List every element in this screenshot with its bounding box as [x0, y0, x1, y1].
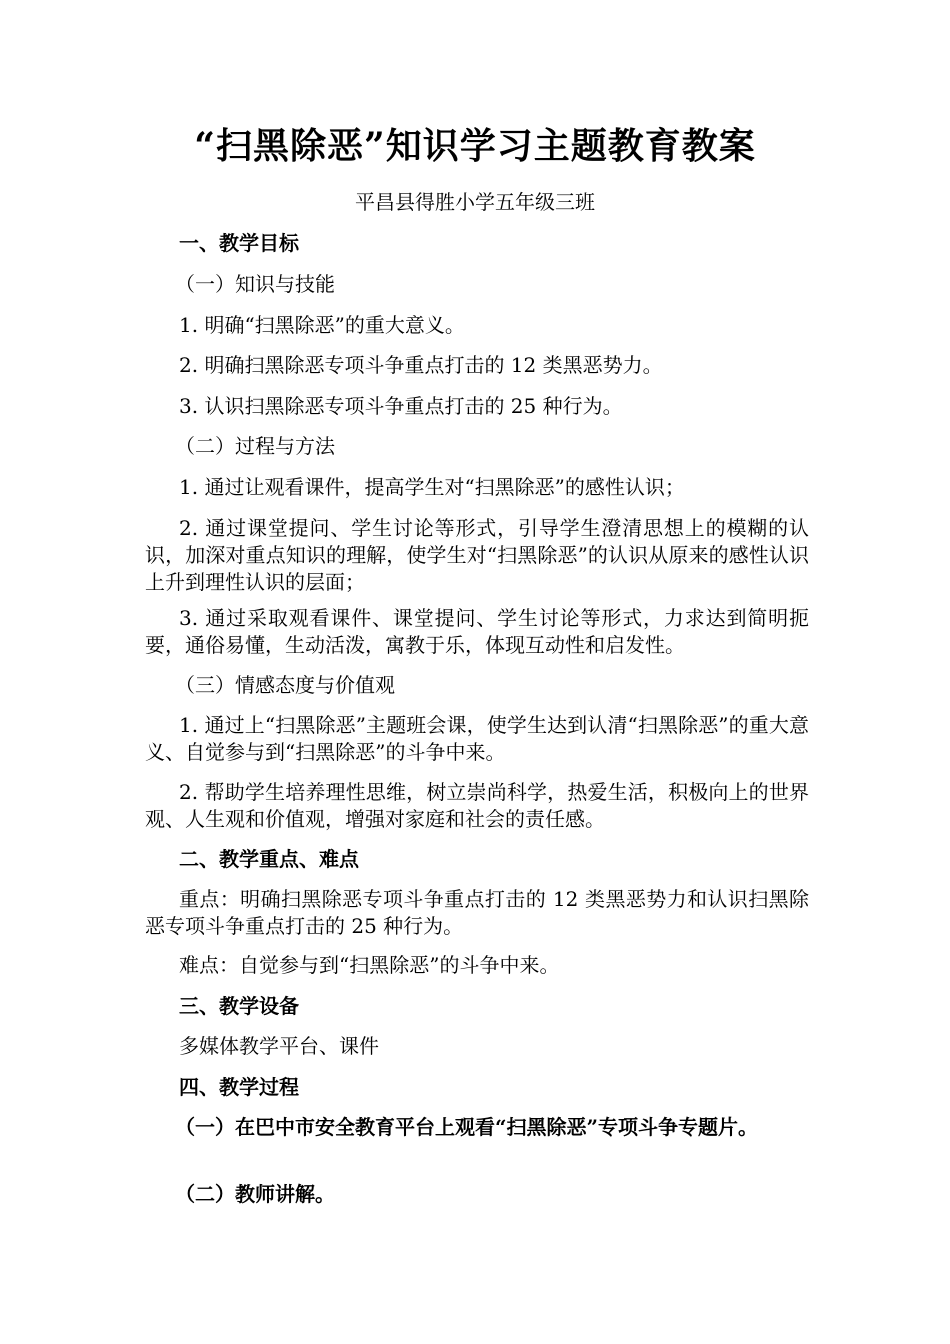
document-title: “扫黑除恶”知识学习主题教育教案 — [194, 125, 756, 167]
objective-item: 1. 通过上“扫黑除恶”主题班会课，使学生达到认清“扫黑除恶”的重大意义、自觉参与到“扫黑除恶”的斗争中来。 — [145, 713, 809, 764]
objective-item: 2. 明确扫黑除恶专项斗争重点打击的 12 类黑恶势力。 — [179, 353, 663, 377]
process-step: （一）在巴中市安全教育平台上观看“扫黑除恶”专项斗争专题片。 — [175, 1115, 759, 1139]
process-step: （二）教师讲解。 — [175, 1182, 335, 1206]
subsection-heading-attitude: （三）情感态度与价值观 — [175, 673, 395, 697]
objective-item: 2. 帮助学生培养理性思维，树立崇尚科学，热爱生活，积极向上的世界观、人生观和价值观，增强对家庭和社会的责任感。 — [145, 780, 809, 831]
objective-item: 3. 通过采取观看课件、课堂提问、学生讨论等形式，力求达到简明扼要，通俗易懂，生动活泼，寓教于乐，体现互动性和启发性。 — [145, 606, 809, 657]
subsection-heading-knowledge: （一）知识与技能 — [175, 272, 335, 296]
document-subtitle: 平昌县得胜小学五年级三班 — [355, 190, 595, 214]
section-heading-equipment: 三、教学设备 — [179, 994, 299, 1018]
objective-item: 3. 认识扫黑除恶专项斗争重点打击的 25 种行为。 — [179, 394, 623, 418]
section-heading-key-points: 二、教学重点、难点 — [179, 847, 359, 871]
subsection-heading-process: （二）过程与方法 — [175, 434, 335, 458]
objective-item: 1. 明确“扫黑除恶”的重大意义。 — [179, 313, 465, 337]
key-point-text: 重点：明确扫黑除恶专项斗争重点打击的 12 类黑恶势力和认识扫黑除恶专项斗争重点打击的 25 种行为。 — [145, 887, 809, 938]
objective-item: 2. 通过课堂提问、学生讨论等形式，引导学生澄清思想上的模糊的认识，加深对重点知识的理解，使学生对“扫黑除恶”的认识从原来的感性认识上升到理性认识的层面； — [145, 516, 809, 594]
section-heading-process: 四、教学过程 — [179, 1075, 299, 1099]
section-heading-objectives: 一、教学目标 — [179, 231, 299, 255]
objective-item: 1. 通过让观看课件，提高学生对“扫黑除恶”的感性认识； — [179, 475, 685, 499]
equipment-text: 多媒体教学平台、课件 — [179, 1034, 379, 1058]
difficulty-text: 难点：自觉参与到“扫黑除恶”的斗争中来。 — [179, 953, 560, 977]
